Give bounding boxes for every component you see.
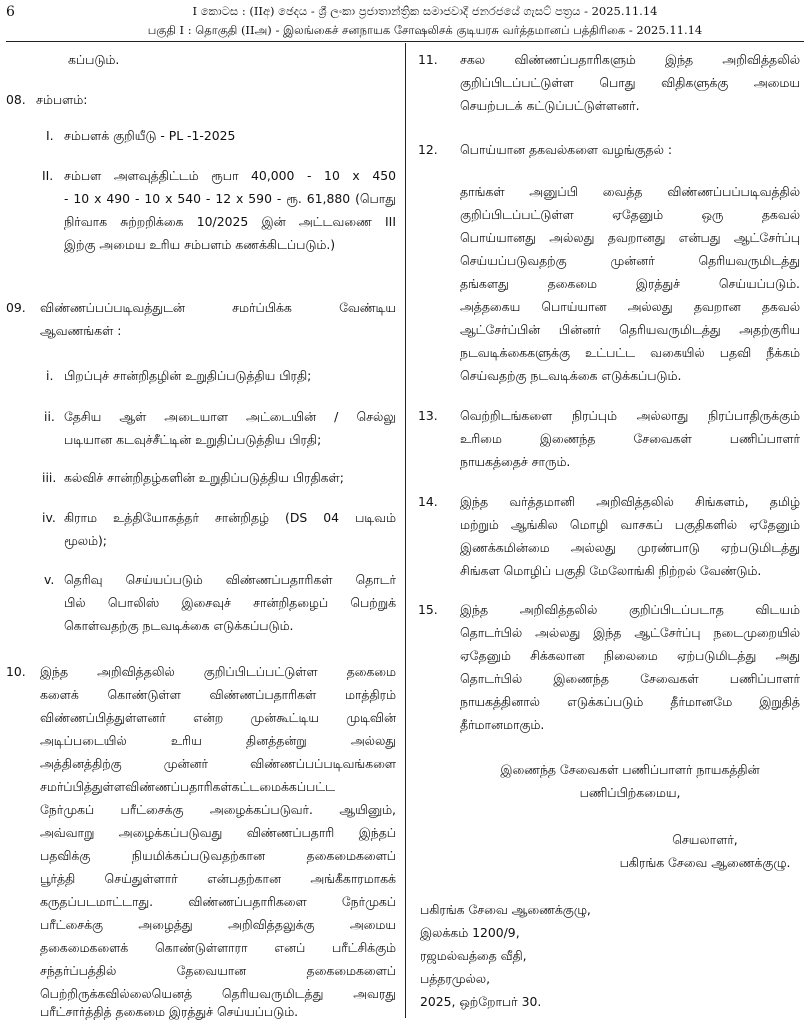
section-12-line: செய்யப்படுவதற்கு முன்னர் தெரியவருமிடத்து <box>460 253 800 268</box>
section-09-line: விண்ணப்பப்படிவத்துடன் சமர்ப்பிக்க வேண்டிய <box>40 300 396 315</box>
section-12-title: பொய்யான தகவல்களை வழங்குதல் : <box>460 142 673 157</box>
section-10-line: கருதப்படமாட்டாது. விண்ணப்பதாரிகளை நேர்முகப் <box>40 894 396 909</box>
section-10-line: அத்தினத்திற்கு முன்னர் விண்ணப்பப்படிவங்களை <box>40 756 396 771</box>
section-10-line: விண்ணப்பித்துள்ளனர் என்ற முன்கூட்டிய முடிவின் <box>40 710 396 725</box>
section-10-number: 10. <box>6 664 26 679</box>
header-line-tamil: பகுதி I : தொகுதி (IIஅ) - இலங்கைச் சனநாயக சோஷலிசக் குடியரசு வர்த்தமானப் பத்திரிகை - 2025.11.14 <box>147 23 703 37</box>
section-12-line: தாங்கள் அனுப்பி வைத்த விண்ணப்பப்படிவத்தில் <box>460 184 800 199</box>
section-15-line: தீர்மானமாகும். <box>460 717 545 732</box>
section-12-line: அத்தகைய பொய்யான அல்லது தவறான தகவல் <box>460 299 800 314</box>
section-10-line: சமர்ப்பித்துள்ளவிண்ணப்பதாரிகள்கட்டமைக்கப்பட்ட <box>40 779 336 794</box>
section-10-line: பெற்றிருக்கவில்லையெனத் தெரியவருமிடத்து அவரது <box>40 986 396 1001</box>
section-13-line: உரிமை இணைந்த சேவைகள் பணிப்பாளர் <box>460 431 800 446</box>
section-09-item-iii-label: iii. <box>42 470 57 485</box>
section-14-number: 14. <box>418 494 438 509</box>
section-11-line: செயற்படக் கட்டுப்பட்டுள்ளனர். <box>460 98 640 113</box>
page-number: 6 <box>6 4 15 20</box>
section-09-item-ii-line: படியான கடவுச்சீட்டின் உறுதிப்படுத்திய பிரதி; <box>64 432 322 447</box>
section-12-line: குறிப்பிடப்பட்டுள்ள ஏதேனும் ஒரு தகவல் <box>460 207 800 222</box>
section-09-item-v-line: தெரிவு செய்யப்படும் விண்ணப்பதாரிகள் தொடர் <box>64 572 396 587</box>
section-10-line: பரீட்சார்த்தித் தகைமை இரத்துச் செய்யப்படும். <box>40 1004 299 1019</box>
section-14-line: சிங்கள மொழிப் பகுதி மேலோங்கி நிற்றல் வேண்டும். <box>460 563 762 578</box>
section-10-line: பரீட்சைக்கு அழைத்து அறிவித்தலுக்கு அமைய <box>40 917 396 932</box>
section-12-line: செய்வதற்கு நடவடிக்கை எடுக்கப்படும். <box>460 368 682 383</box>
section-10-line: இந்த அறிவித்தலில் குறிப்பிடப்பட்டுள்ள தகைமை <box>40 664 396 679</box>
section-15-line: இந்த அறிவித்தலில் குறிப்பிடப்படாத விடயம் <box>460 602 800 617</box>
section-08-item-ii-label: II. <box>42 168 54 183</box>
address-line: பத்தரமுல்ல, <box>420 971 491 986</box>
section-08-item-ii-line: சம்பள அளவுத்திட்டம் ரூபா 40,000 - 10 x 450 <box>64 168 396 183</box>
section-12-number: 12. <box>418 142 438 157</box>
section-08-title: சம்பளம்: <box>36 92 88 107</box>
section-09-item-ii-label: ii. <box>44 409 55 424</box>
section-10-line: பூர்த்தி செய்துள்ளார் என்பதற்கான அங்கீகாரமாகக் <box>40 871 396 886</box>
address-line: பகிரங்க சேவை ஆணைக்குழு, <box>420 902 591 917</box>
section-12-line: தங்களது தகைமை இரத்துச் செய்யப்படும். <box>460 276 800 291</box>
section-15-line: தொடர்பில் அல்லது இந்த ஆட்சேர்ப்பு நடைமுறையில் <box>460 625 800 640</box>
section-10-line: தகைமைகளைக் கொண்டுள்ளாரா எனப் பரீட்சிக்கும் <box>40 940 396 955</box>
continued-text: கப்படும். <box>68 52 120 67</box>
section-11-number: 11. <box>418 52 438 67</box>
section-08-number: 08. <box>6 92 26 107</box>
section-09-item-i-text: பிறப்புச் சான்றிதழின் உறுதிப்படுத்திய பிரதி; <box>64 368 312 383</box>
section-10-line: அடிப்படையில் உரிய தினத்தன்று அல்லது <box>40 733 396 748</box>
section-13-number: 13. <box>418 408 438 423</box>
section-08-item-i-text: சம்பளக் குறியீடு - PL -1-2025 <box>64 128 236 143</box>
section-12-line: ஆட்சேர்ப்பின் பின்னர் தெரியவருமிடத்து அதற்குரிய <box>460 322 800 337</box>
authority-line: இணைந்த சேவைகள் பணிப்பாளர் நாயகத்தின் <box>500 762 760 777</box>
section-15-number: 15. <box>418 602 438 617</box>
section-09-item-iii-text: கல்விச் சான்றிதழ்களின் உறுதிப்படுத்திய பிரதிகள்; <box>64 470 344 485</box>
address-date: 2025, ஒற்றோபர் 30. <box>420 994 542 1009</box>
section-08-item-ii-line: இற்கு அமைய உரிய சம்பளம் கணக்கிடப்படும்.) <box>64 237 336 252</box>
section-10-line: நேர்முகப் பரீட்சைக்கு அழைக்கப்படுவர். ஆயினும், <box>40 802 396 817</box>
section-10-line: அவ்வாறு அழைக்கப்படுவது விண்ணப்பதாரி இந்தப் <box>40 825 396 840</box>
section-15-line: ஏதேனும் சிக்கலான நிலைமை ஏற்படுமிடத்து அது <box>460 648 800 663</box>
section-09-item-i-label: i. <box>46 368 54 383</box>
section-13-line: நாயகத்தைச் சாரும். <box>460 454 571 469</box>
authority-line: பணிப்பிற்கமைய, <box>579 785 681 800</box>
section-08-item-i-label: I. <box>46 128 54 143</box>
section-09-item-v-line: கொள்வதற்கு நடவடிக்கை எடுக்கப்படும். <box>64 618 294 633</box>
section-14-line: இந்த வர்த்தமானி அறிவித்தலில் சிங்களம், தமிழ் <box>460 494 800 509</box>
section-09-item-ii-line: தேசிய ஆள் அடையாள அட்டையின் / செல்லு <box>64 409 396 424</box>
section-10-line: சந்தர்ப்பத்தில் தேவையான தகைமைகளைப் <box>40 963 396 978</box>
section-10-line: பதவிக்கு நியமிக்கப்படுவதற்கான தகைமைகளைப் <box>40 848 396 863</box>
address-line: ரஜமல்வத்தை வீதி, <box>420 948 527 963</box>
section-09-item-v-line: பில் பொலிஸ் இசைவுச் சான்றிதழைப் பெற்றுக் <box>64 595 396 610</box>
section-14-line: மற்றும் ஆங்கில மொழி வாசகப் பகுதிகளில் ஏதேனும் <box>460 517 800 532</box>
section-11-line: சகல விண்ணப்பதாரிகளும் இந்த அறிவித்தலில் <box>460 52 800 67</box>
section-09-item-iv-line: கிராம உத்தியோகத்தர் சான்றிதழ் (DS 04 படிவம் <box>64 510 396 525</box>
section-10-line: களைக் கொண்டுள்ள விண்ணப்பதாரிகள் மாத்திரம் <box>40 687 396 702</box>
section-08-item-ii-line: நிர்வாக சுற்றறிக்கை 10/2025 இன் அட்டவணை III <box>64 214 396 229</box>
column-divider <box>405 43 406 1018</box>
section-13-line: வெற்றிடங்களை நிரப்பும் அல்லாது நிரப்பாதிருக்கும் <box>460 408 800 423</box>
section-09-line: ஆவணங்கள் : <box>40 323 122 338</box>
signatory-title: செயலாளர், <box>672 832 738 847</box>
section-09-number: 09. <box>6 300 26 315</box>
header-line-sinhala: I කොටස : (IIඅ) ඡෙදය - ශ්‍රී ලංකා ප්‍රජාතාන්ත්‍රික සමාජවාදී ජනරජයේ ගැසට් පත්‍රය - 2025.11.14 <box>192 4 658 18</box>
header-divider <box>6 41 804 42</box>
section-09-item-iv-line: மூலம்); <box>64 533 107 548</box>
section-09-item-iv-label: iv. <box>42 510 56 525</box>
address-line: இலக்கம் 1200/9, <box>420 925 520 940</box>
section-08-item-ii-line: - 10 x 490 - 10 x 540 - 12 x 590 - ரூ. 61,880 (பொது <box>64 191 396 206</box>
section-15-line: தொடர்பில் இணைந்த சேவைகள் பணிப்பாளர் <box>460 671 800 686</box>
section-15-line: நாயகத்தினால் எடுக்கப்படும் தீர்மானமே இறுதித் <box>460 694 800 709</box>
section-14-line: இணக்கமின்மை அல்லது முரண்பாடு ஏற்படுமிடத்து <box>460 540 800 555</box>
section-09-item-v-label: v. <box>44 572 55 587</box>
signatory-body: பகிரங்க சேவை ஆணைக்குழு. <box>619 855 791 870</box>
section-12-line: நடவடிக்கைகளுக்கு உட்பட்ட வகையில் பதவி நீக்கம் <box>460 345 800 360</box>
section-11-line: குறிப்பிடப்பட்டுள்ள பொது விதிகளுக்கு அமைய <box>460 75 800 90</box>
section-12-line: பொய்யானது அல்லது தவறானது என்பது ஆட்சேர்ப்பு <box>460 230 800 245</box>
